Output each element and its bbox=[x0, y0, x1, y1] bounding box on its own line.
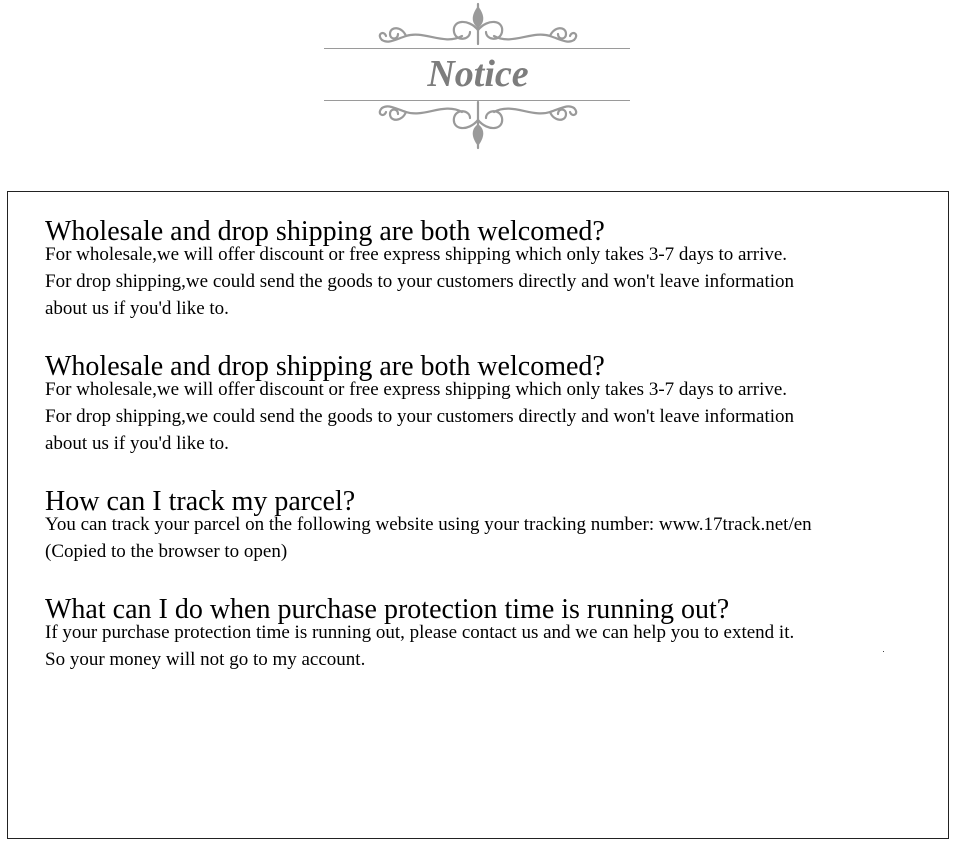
faq-answer-line: For wholesale,we will offer discount or free express shipping which only takes 3-7 days to arrive. bbox=[45, 244, 788, 265]
faq-answer-line: For drop shipping,we could send the goods to your customers directly and won't leave information bbox=[45, 271, 795, 292]
stray-dot bbox=[883, 651, 884, 652]
faq-answer-line: For wholesale,we will offer discount or free express shipping which only takes 3-7 days to arrive. bbox=[45, 379, 788, 400]
faq-item bbox=[45, 216, 945, 322]
faq-answer bbox=[45, 376, 945, 457]
faq-item bbox=[45, 486, 945, 565]
faq-answer-line: about us if you'd like to. bbox=[45, 433, 229, 454]
faq-answer-line: If your purchase protection time is running out, please contact us and we can help you to extend it. bbox=[45, 622, 795, 643]
notice-header bbox=[324, 0, 632, 156]
faq-question: Wholesale and drop shipping are both welcomed? bbox=[45, 351, 605, 382]
faq-answer-line: For drop shipping,we could send the goods to your customers directly and won't leave information bbox=[45, 406, 795, 427]
faq-question: How can I track my parcel? bbox=[45, 486, 356, 517]
notice-title: Notice bbox=[427, 53, 529, 95]
faq-answer-line: So your money will not go to my account. bbox=[45, 649, 366, 670]
faq-answer bbox=[45, 241, 945, 322]
bottom-ornament-icon bbox=[324, 100, 632, 152]
faq-panel bbox=[7, 191, 949, 839]
faq-question: Wholesale and drop shipping are both welcomed? bbox=[45, 216, 605, 247]
top-divider bbox=[324, 48, 630, 49]
faq-answer-line: about us if you'd like to. bbox=[45, 298, 229, 319]
top-ornament-icon bbox=[324, 0, 632, 48]
faq-item bbox=[45, 594, 945, 673]
faq-question: What can I do when purchase protection time is running out? bbox=[45, 594, 730, 625]
faq-item bbox=[45, 351, 945, 457]
faq-answer bbox=[45, 511, 945, 565]
faq-answer bbox=[45, 619, 945, 673]
faq-answer-line: (Copied to the browser to open) bbox=[45, 541, 288, 562]
faq-answer-line: You can track your parcel on the following website using your tracking number: www.17track.net/en bbox=[45, 514, 812, 535]
